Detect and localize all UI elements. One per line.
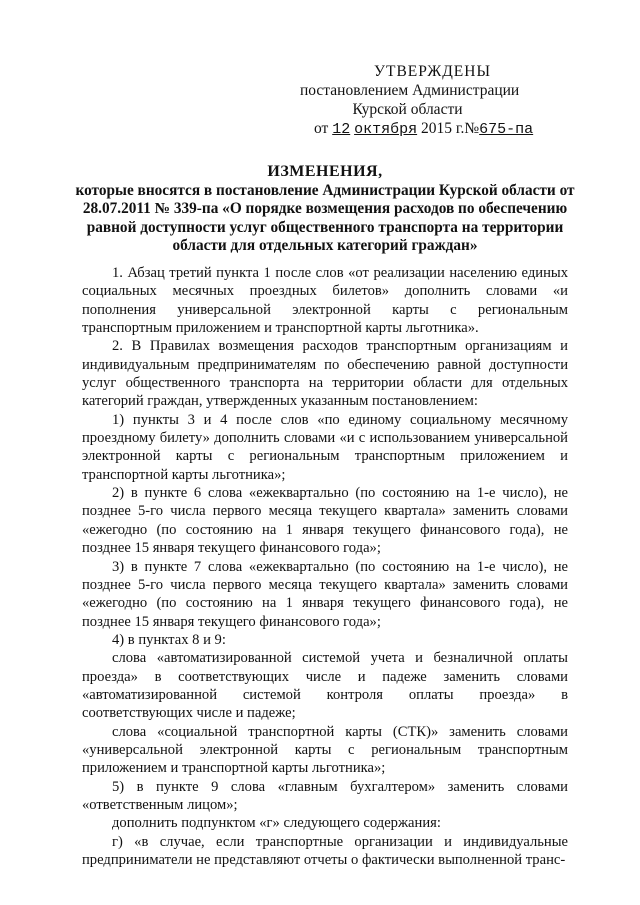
- approval-date-number: [300, 119, 534, 139]
- paragraph: 5) в пункте 9 слова «главным бухгалтером» заменить словами «ответственным лицом»;: [82, 778, 568, 813]
- paragraph: 1. Абзац третий пункта 1 после слов «от реализации населению единых социальных месячных проездных билетов» дополнить словами «и пополнения универсальной электронной карты с региональным транспортным приложением и транспортной карты льготника».: [82, 265, 568, 337]
- approval-region: Курской области: [352, 101, 463, 118]
- date-day: 12: [332, 121, 351, 138]
- approval-authority: постановлением Администрации: [300, 82, 520, 99]
- paragraph: 3) в пункте 7 слова «ежеквартально (по состоянию на 1-е число), не позднее 5-го числа первого месяца текущего квартала» заменить словами «ежегодно (по состоянию на 1 января текущего финансового года), не позднее 15 января текущего финансового года»;: [82, 558, 568, 630]
- paragraph: дополнить подпунктом «г» следующего содержания:: [112, 815, 441, 832]
- paragraph: слова «автоматизированной системой учета и безналичной оплаты проезда» в соответствующих числе и падеже заменить словами «автоматизированной системой контроля оплаты проезда» в соответствующих числе и падеже;: [82, 650, 568, 722]
- date-year: 2015 г.: [420, 120, 465, 137]
- heading-subtitle: которые вносятся в постановление Администрации Курской области от 28.07.2011 № 339-па «О порядке возмещения расходов по обеспечению равной доступности услуг общественного транспорта на территории области для отдельных категорий граждан»: [75, 181, 575, 255]
- paragraph: 2) в пункте 6 слова «ежеквартально (по состоянию на 1-е число), не позднее 5-го числа первого месяца текущего квартала» заменить словами «ежегодно (по состоянию на 1 января текущего финансового года), не позднее 15 января текущего финансового года»;: [82, 485, 568, 557]
- approval-title: УТВЕРЖДЕНЫ: [374, 63, 491, 80]
- heading-title: ИЗМЕНЕНИЯ,: [267, 163, 383, 180]
- approval-stamp: [300, 62, 534, 139]
- number-prefix: №: [464, 120, 480, 137]
- document-number: 675-па: [479, 121, 534, 138]
- paragraph: 2. В Правилах возмещения расходов транспортным организациям и индивидуальным предпринимателям по обеспечению равной доступности услуг общественного транспорта на территории области для отдельных категорий граждан, утвержденных указанным постановлением:: [82, 338, 568, 410]
- date-month: октября: [354, 121, 418, 138]
- paragraph: 1) пункты 3 и 4 после слов «по единому социальному месячному проездному билету» дополнить словами «и с использованием универсальной электронной карты с региональным транспортным приложением и транспортной карты льготника»;: [82, 411, 568, 483]
- date-prefix: от: [314, 120, 329, 137]
- paragraph: 4) в пунктах 8 и 9:: [112, 631, 226, 648]
- document-heading: [70, 163, 580, 256]
- paragraph: слова «социальной транспортной карты (СТК)» заменить словами «универсальной электронной карты с региональным транспортным приложением и транспортной карты льготника»;: [82, 723, 568, 777]
- paragraph: г) «в случае, если транспортные организации и индивидуальные предприниматели не представляют отчеты о фактически выполненной транс-: [82, 833, 568, 868]
- document-body: [82, 264, 568, 869]
